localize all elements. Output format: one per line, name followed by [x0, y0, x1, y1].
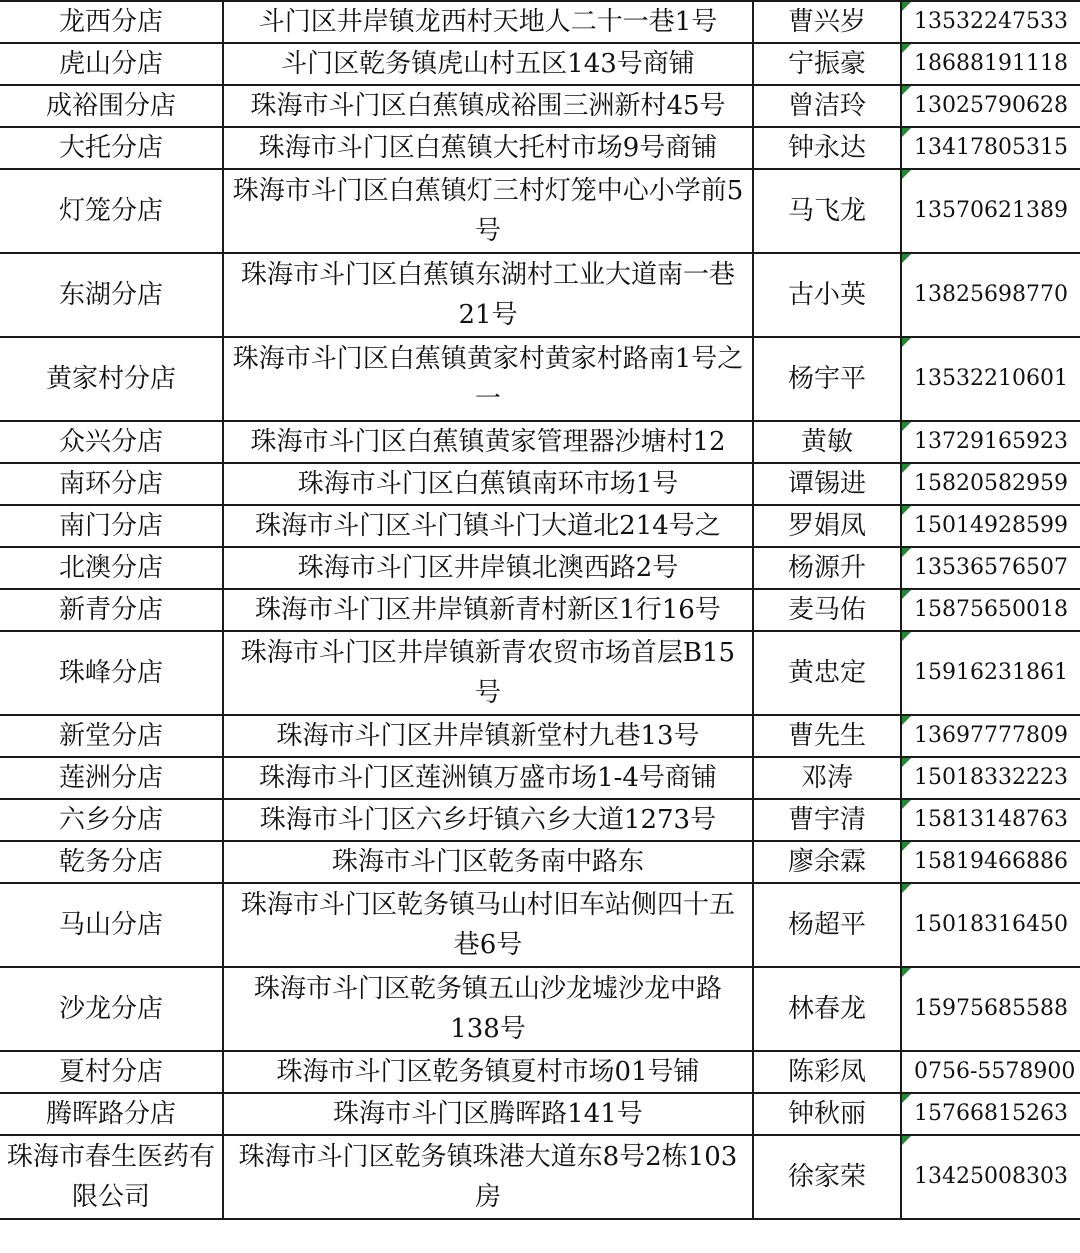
contact-person-cell: 宁振豪	[753, 43, 901, 85]
branch-name-cell: 莲洲分店	[0, 757, 223, 799]
phone-cell	[901, 715, 1080, 757]
phone-number: 13025790628	[914, 93, 1068, 118]
contact-person-cell: 林春龙	[753, 967, 901, 1051]
address-cell: 珠海市斗门区白蕉镇南环市场1号	[223, 463, 753, 505]
branch-name-cell: 龙西分店	[0, 1, 223, 43]
cell-comment-marker-icon	[902, 128, 911, 137]
cell-comment-marker-icon	[902, 254, 911, 263]
address-cell: 珠海市斗门区乾务镇珠港大道东8号2栋103房	[223, 1135, 753, 1219]
address-cell: 珠海市斗门区白蕉镇大托村市场9号商铺	[223, 127, 753, 169]
phone-cell	[901, 1093, 1080, 1135]
branch-name-cell: 南环分店	[0, 463, 223, 505]
cell-comment-marker-icon	[902, 548, 911, 557]
branch-name-cell: 新青分店	[0, 589, 223, 631]
branch-name-cell: 珠海市春生医药有限公司	[0, 1135, 223, 1219]
phone-number: 15820582959	[914, 471, 1068, 496]
table-row	[0, 127, 1080, 169]
phone-cell	[901, 463, 1080, 505]
phone-cell	[901, 589, 1080, 631]
branch-name-cell: 东湖分店	[0, 253, 223, 337]
phone-cell	[901, 505, 1080, 547]
address-cell: 珠海市斗门区乾务南中路东	[223, 841, 753, 883]
contact-person-cell: 黄敏	[753, 421, 901, 463]
address-cell: 珠海市斗门区白蕉镇东湖村工业大道南一巷21号	[223, 253, 753, 337]
contact-person-cell: 杨源升	[753, 547, 901, 589]
phone-number: 13536576507	[914, 555, 1068, 580]
phone-number: 18688191118	[914, 51, 1068, 76]
phone-cell	[901, 883, 1080, 967]
table-row	[0, 1093, 1080, 1135]
contact-person-cell: 陈彩凤	[753, 1051, 901, 1093]
phone-number: 13532247533	[914, 9, 1068, 34]
phone-number: 13825698770	[914, 282, 1068, 307]
phone-number: 15018332223	[914, 765, 1068, 790]
table-row	[0, 85, 1080, 127]
phone-number: 15975685588	[914, 996, 1068, 1021]
cell-comment-marker-icon	[902, 422, 911, 431]
contact-person-cell: 杨宇平	[753, 337, 901, 421]
branch-name-cell: 众兴分店	[0, 421, 223, 463]
table-row	[0, 1, 1080, 43]
address-cell: 珠海市斗门区井岸镇新堂村九巷13号	[223, 715, 753, 757]
phone-number: 15916231861	[914, 660, 1068, 685]
phone-number: 15813148763	[914, 807, 1068, 832]
cell-comment-marker-icon	[902, 2, 911, 11]
phone-cell	[901, 967, 1080, 1051]
phone-cell	[901, 85, 1080, 127]
contact-person-cell: 罗娟凤	[753, 505, 901, 547]
address-cell: 珠海市斗门区莲洲镇万盛市场1-4号商铺	[223, 757, 753, 799]
table-row	[0, 757, 1080, 799]
address-cell: 珠海市斗门区乾务镇五山沙龙墟沙龙中路138号	[223, 967, 753, 1051]
contact-person-cell: 徐家荣	[753, 1135, 901, 1219]
phone-cell	[901, 1051, 1080, 1093]
table-row	[0, 1051, 1080, 1093]
phone-cell	[901, 799, 1080, 841]
table-row	[0, 841, 1080, 883]
branch-name-cell: 六乡分店	[0, 799, 223, 841]
branch-name-cell: 腾晖路分店	[0, 1093, 223, 1135]
table-row	[0, 505, 1080, 547]
phone-cell	[901, 1135, 1080, 1219]
phone-number: 0756-5578900	[914, 1059, 1076, 1084]
phone-cell	[901, 631, 1080, 715]
contact-person-cell: 钟永达	[753, 127, 901, 169]
address-cell: 珠海市斗门区白蕉镇黄家村黄家村路南1号之一	[223, 337, 753, 421]
branch-name-cell: 马山分店	[0, 883, 223, 967]
address-cell: 珠海市斗门区乾务镇夏村市场01号铺	[223, 1051, 753, 1093]
branch-name-cell: 新堂分店	[0, 715, 223, 757]
table-row	[0, 463, 1080, 505]
cell-comment-marker-icon	[902, 884, 911, 893]
address-cell: 珠海市斗门区六乡圩镇六乡大道1273号	[223, 799, 753, 841]
contact-person-cell: 谭锡进	[753, 463, 901, 505]
cell-comment-marker-icon	[902, 1094, 911, 1103]
contact-person-cell: 曾洁玲	[753, 85, 901, 127]
branch-name-cell: 大托分店	[0, 127, 223, 169]
phone-number: 13532210601	[914, 366, 1068, 391]
cell-comment-marker-icon	[902, 968, 911, 977]
table-row	[0, 883, 1080, 967]
contact-person-cell: 黄忠定	[753, 631, 901, 715]
cell-comment-marker-icon	[902, 44, 911, 53]
cell-comment-marker-icon	[902, 758, 911, 767]
phone-cell	[901, 169, 1080, 253]
address-cell: 珠海市斗门区白蕉镇成裕围三洲新村45号	[223, 85, 753, 127]
cell-comment-marker-icon	[902, 86, 911, 95]
contact-person-cell: 钟秋丽	[753, 1093, 901, 1135]
branch-name-cell: 珠峰分店	[0, 631, 223, 715]
cell-comment-marker-icon	[902, 1136, 911, 1145]
branch-name-cell: 成裕围分店	[0, 85, 223, 127]
phone-cell	[901, 253, 1080, 337]
phone-cell	[901, 337, 1080, 421]
address-cell: 珠海市斗门区井岸镇新青农贸市场首层B15号	[223, 631, 753, 715]
phone-cell	[901, 841, 1080, 883]
branch-name-cell: 乾务分店	[0, 841, 223, 883]
table-row	[0, 631, 1080, 715]
contact-person-cell: 廖余霖	[753, 841, 901, 883]
address-cell: 珠海市斗门区斗门镇斗门大道北214号之	[223, 505, 753, 547]
address-cell: 珠海市斗门区白蕉镇灯三村灯笼中心小学前5号	[223, 169, 753, 253]
contact-person-cell: 马飞龙	[753, 169, 901, 253]
branch-name-cell: 南门分店	[0, 505, 223, 547]
table-row	[0, 43, 1080, 85]
phone-number: 13729165923	[914, 429, 1068, 454]
address-cell: 珠海市斗门区腾晖路141号	[223, 1093, 753, 1135]
contact-person-cell: 古小英	[753, 253, 901, 337]
cell-comment-marker-icon	[902, 590, 911, 599]
branch-name-cell: 北澳分店	[0, 547, 223, 589]
cell-comment-marker-icon	[902, 800, 911, 809]
address-cell: 珠海市斗门区白蕉镇黄家管理器沙塘村12	[223, 421, 753, 463]
phone-cell	[901, 1, 1080, 43]
cell-comment-marker-icon	[902, 716, 911, 725]
table-row	[0, 253, 1080, 337]
phone-number: 15014928599	[914, 513, 1068, 538]
phone-number: 13417805315	[914, 135, 1068, 160]
phone-cell	[901, 127, 1080, 169]
cell-comment-marker-icon	[902, 506, 911, 515]
address-cell: 珠海市斗门区井岸镇新青村新区1行16号	[223, 589, 753, 631]
address-cell: 斗门区井岸镇龙西村天地人二十一巷1号	[223, 1, 753, 43]
address-cell: 珠海市斗门区井岸镇北澳西路2号	[223, 547, 753, 589]
phone-number: 13570621389	[914, 198, 1068, 223]
phone-number: 15875650018	[914, 597, 1068, 622]
phone-number: 13697777809	[914, 723, 1068, 748]
phone-number: 13425008303	[914, 1164, 1068, 1189]
branch-name-cell: 黄家村分店	[0, 337, 223, 421]
branch-name-cell: 虎山分店	[0, 43, 223, 85]
branch-name-cell: 夏村分店	[0, 1051, 223, 1093]
table-row	[0, 589, 1080, 631]
table-row	[0, 337, 1080, 421]
cell-comment-marker-icon	[902, 842, 911, 851]
cell-comment-marker-icon	[902, 170, 911, 179]
contact-person-cell: 杨超平	[753, 883, 901, 967]
table-row	[0, 547, 1080, 589]
phone-number: 15766815263	[914, 1101, 1068, 1126]
table-row	[0, 1135, 1080, 1219]
table-row	[0, 715, 1080, 757]
cell-comment-marker-icon	[902, 464, 911, 473]
branch-name-cell: 灯笼分店	[0, 169, 223, 253]
phone-cell	[901, 421, 1080, 463]
phone-cell	[901, 43, 1080, 85]
contact-person-cell: 邓涛	[753, 757, 901, 799]
contact-person-cell: 曹兴岁	[753, 1, 901, 43]
table-row	[0, 967, 1080, 1051]
phone-cell	[901, 547, 1080, 589]
address-cell: 斗门区乾务镇虎山村五区143号商铺	[223, 43, 753, 85]
phone-cell	[901, 757, 1080, 799]
address-cell: 珠海市斗门区乾务镇马山村旧车站侧四十五巷6号	[223, 883, 753, 967]
cell-comment-marker-icon	[902, 632, 911, 641]
phone-number: 15018316450	[914, 912, 1068, 937]
contact-person-cell: 麦马佑	[753, 589, 901, 631]
table-row	[0, 799, 1080, 841]
table-row	[0, 421, 1080, 463]
contact-person-cell: 曹先生	[753, 715, 901, 757]
phone-number: 15819466886	[914, 849, 1068, 874]
table-row	[0, 169, 1080, 253]
cell-comment-marker-icon	[902, 338, 911, 347]
branch-name-cell: 沙龙分店	[0, 967, 223, 1051]
contact-person-cell: 曹宇清	[753, 799, 901, 841]
